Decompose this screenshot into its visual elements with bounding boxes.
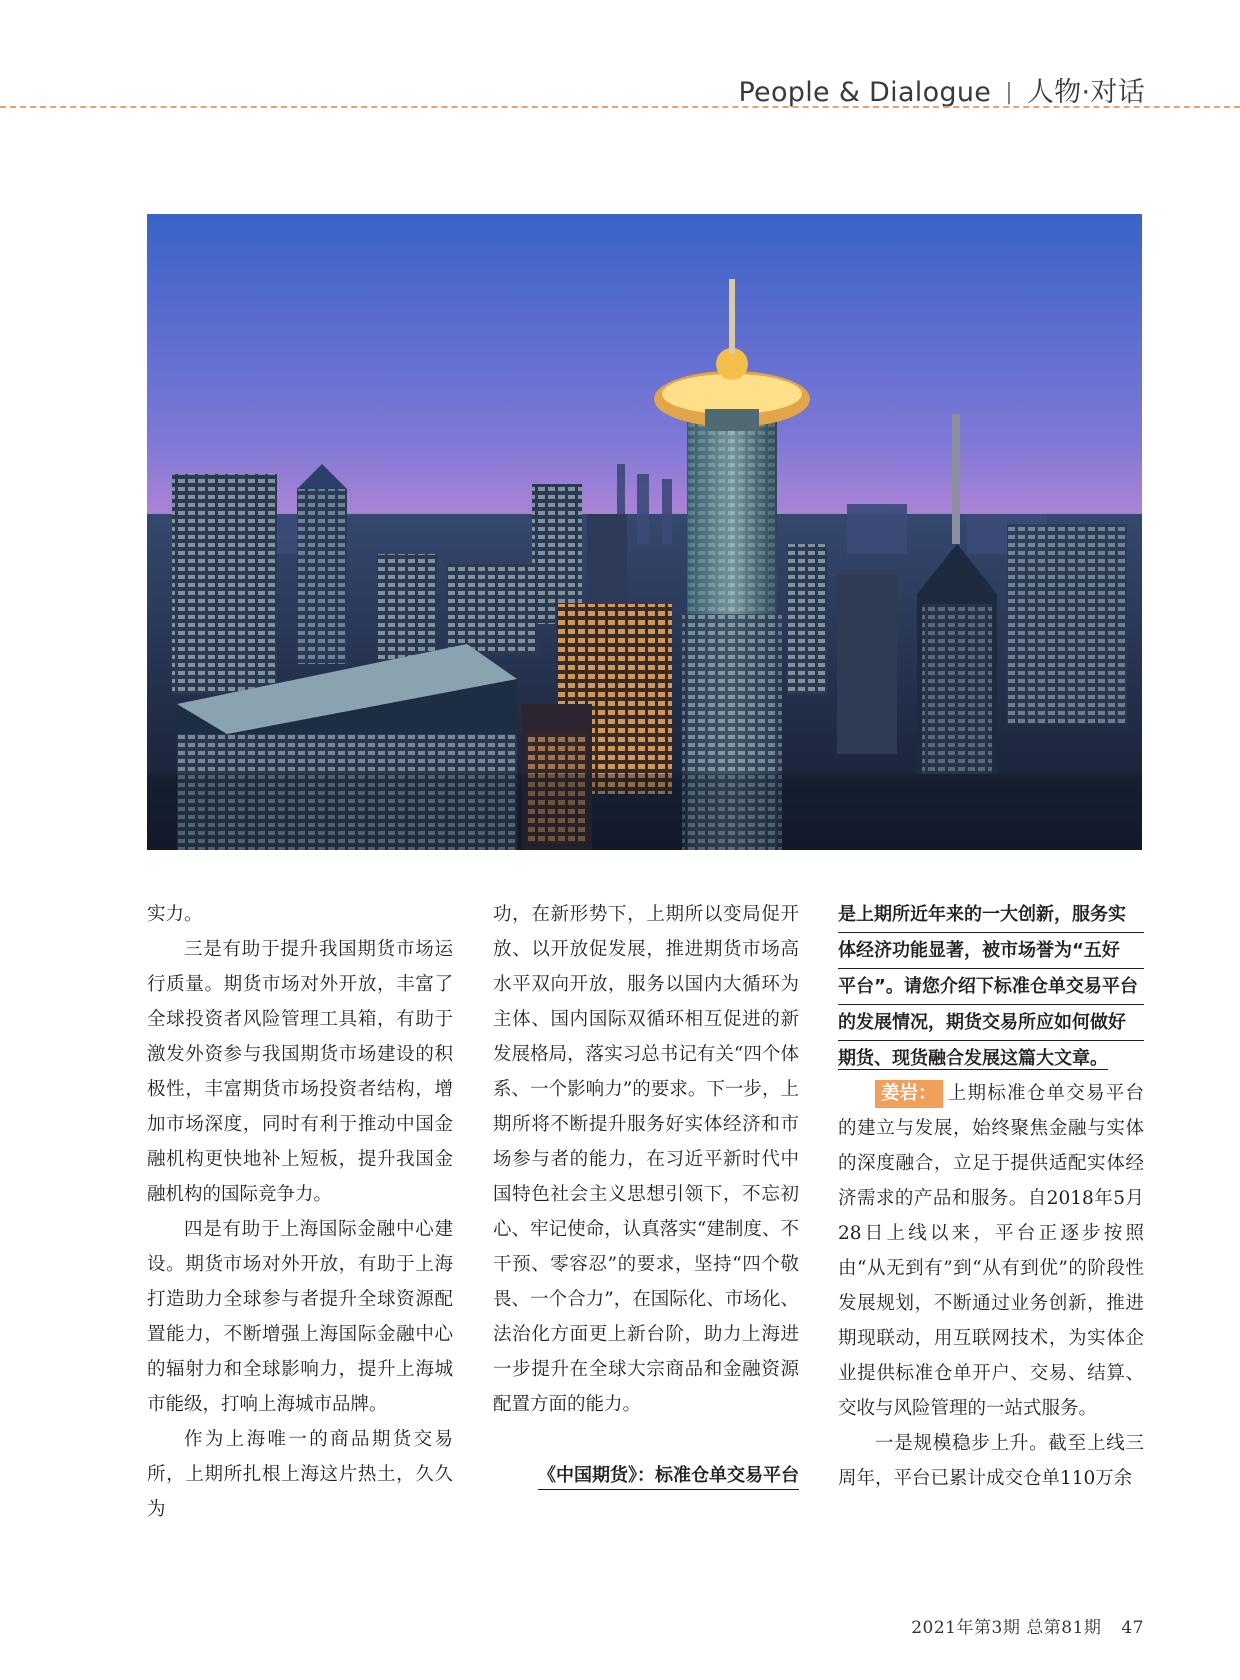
- paragraph: 一是规模稳步上升。截至上线三周年，平台已累计成交仓单110万余: [838, 1433, 1144, 1489]
- question-line: 是上期所近年来的一大创新，服务实: [838, 897, 1144, 933]
- text-column-3: [838, 897, 1144, 1496]
- answer-paragraph: [838, 1076, 1144, 1426]
- paragraph: 功，在新形势下，上期所以变局促开放、以开放促发展，推进期货市场高水平双向开放，服务以国内大循环为主体、国内国际双循环相互促进的新发展格局，落实习总书记有关“四个体系、一个影响力”的要求。下一步，上期所将不断提升服务好实体经济和市场参与者的能力，在习近平新时代中国特色社会主义思想引领下，不忘初心、牢记使命，认真落实“建制度、不干预、零容忍”的要求，坚持“四个敬畏、一个合力”，在国际化、市场化、法治化方面更上新台阶，助力上海进一步提升在全球大宗商品和金融资源配置方面的能力。: [493, 904, 799, 1415]
- question-line: 平台”。请您介绍下标准仓单交易平台: [838, 969, 1144, 1005]
- header-chinese: 人物·对话: [1026, 77, 1145, 108]
- text-column-1: [147, 897, 453, 1527]
- question-start: [493, 1458, 799, 1493]
- question-continued: [838, 897, 1144, 1076]
- question-line: 体经济功能显著，被市场誉为“五好: [838, 933, 1144, 969]
- paragraph: 作为上海唯一的商品期货交易所，上期所扎根上海这片热土，久久为: [147, 1429, 453, 1520]
- paragraph: 四是有助于上海国际金融中心建设。期货市场对外开放，有助于上海打造助力全球参与者提升全球资源配置能力，不断增强上海国际金融中心的辐射力和全球影响力，提升上海城市能级，打响上海城市品牌。: [147, 1219, 453, 1415]
- page-number: 47: [1121, 1618, 1144, 1638]
- question-line: 期货、现货融合发展这篇大文章。: [838, 1048, 1108, 1069]
- header-english: People & Dialogue: [738, 77, 992, 108]
- paragraph: 三是有助于提升我国期货市场运行质量。期货市场对外开放，丰富了全球投资者风险管理工具箱，有助于激发外资参与我国期货市场建设的积极性，丰富期货市场投资者结构，增加市场深度，同时有利于推动中国金融机构更快地补上短板，提升我国金融机构的国际竞争力。: [147, 939, 453, 1205]
- header-dashed-rule: [0, 106, 1240, 108]
- running-header: [738, 70, 1145, 109]
- text-column-2: [493, 897, 799, 1493]
- question-text: 《中国期货》：标准仓单交易平台: [538, 1465, 799, 1490]
- answer-text: 上期标准仓单交易平台的建立与发展，始终聚焦金融与实体的深度融合，立足于提供适配实体经济需求的产品和服务。自2018年5月28日上线以来，平台正逐步按照由“从无到有”到“从有到优”的阶段性发展规划，不断通过业务创新，推进期现联动，用互联网技术，为实体企业提供标准仓单开户、交易、结算、交收与风险管理的一站式服务。: [838, 1083, 1144, 1419]
- paragraph: 实力。: [147, 904, 203, 925]
- issue-info: 2021年第3期 总第81期: [911, 1618, 1102, 1638]
- header-separator: |: [1005, 80, 1013, 105]
- question-line: 的发展情况，期货交易所应如何做好: [838, 1005, 1144, 1041]
- page-footer: [911, 1613, 1144, 1638]
- speaker-badge: 姜岩：: [875, 1080, 943, 1108]
- city-skyline-photo: [147, 214, 1142, 850]
